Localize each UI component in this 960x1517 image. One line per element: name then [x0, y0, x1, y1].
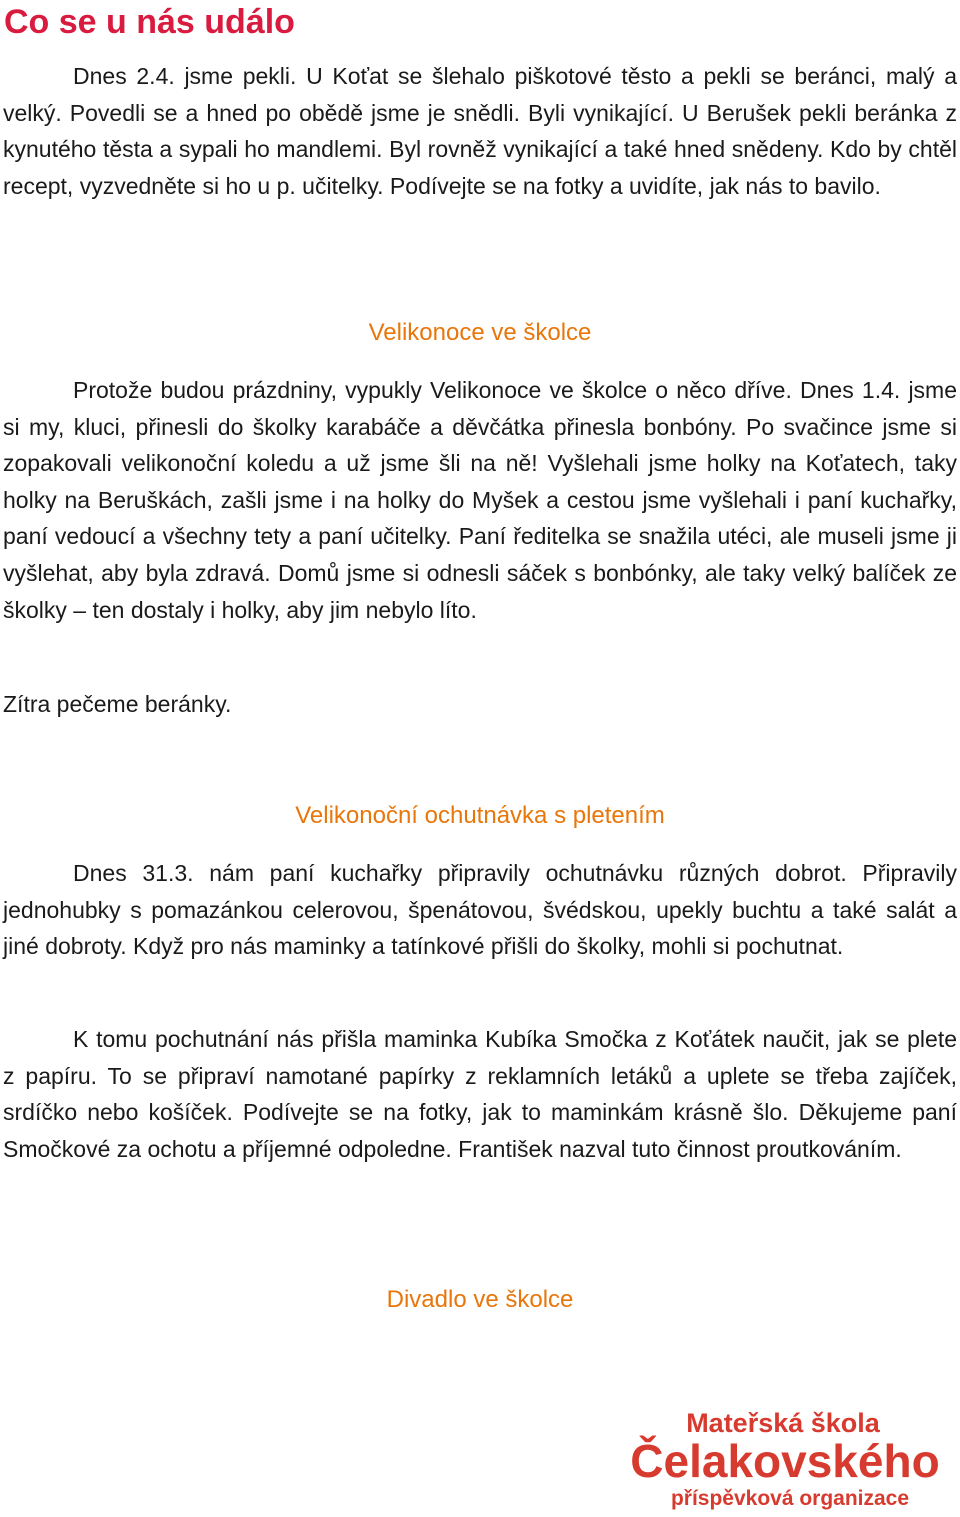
logo-line-2: Čelakovského [630, 1435, 940, 1487]
section-heading-ochutnavka: Velikonoční ochutnávka s pletením [295, 802, 665, 829]
section-heading-divadlo: Divadlo ve školce [386, 1286, 574, 1313]
page-title: Co se u nás událo [4, 3, 295, 41]
logo-line-3: příspěvková organizace [670, 1487, 910, 1510]
logo-line-1: Mateřská škola [686, 1408, 880, 1438]
paragraph-ochutnavka: Dnes 31.3. nám paní kuchařky připravily ochutnávku různých dobrot. Připravily jednohubky s pomazánkou celerovou, špenátovou, švédskou, upekly buchtu a také salát a jiné dobroty. Když pro nás maminky a tatínkové přišli do školky, mohli si pochutnat. [3, 860, 957, 960]
intro-paragraph: Dnes 2.4. jsme pekli. U Koťat se šlehalo piškotové těsto a pekli se beránci, malý a velký. Povedli se a hned po obědě jsme je snědli. Byli vynikající. U Berušek pekli beránka z kynutého těsta a sypali ho mandlemi. Byl rovněž vynikající a také hned snědeny. Kdo by chtěl recept, vyzvedněte si ho u p. učitelky. Podívejte se na fotky a uvidíte, jak nás to bavilo. [3, 63, 957, 199]
paragraph-pleteni: K tomu pochutnání nás přišla maminka Kubíka Smočka z Koťátek naučit, jak se plete z papíru. To se připraví namotané papírky z reklamních letáků a uplete se třeba zajíček, srdíčko nebo košíček. Podívejte se na fotky, jak to maminkám krásně šlo. Děkujeme paní Smočkové za ochotu a příjemné odpoledne. František nazval tuto činnost proutkováním. [3, 1026, 957, 1162]
school-logo [620, 1406, 950, 1514]
paragraph-zitra: Zítra pečeme beránky. [3, 691, 232, 717]
paragraph-velikonoce: Protože budou prázdniny, vypukly Velikonoce ve školce o něco dříve. Dnes 1.4. jsme si my, kluci, přinesli do školky karabáče a děvčátka přinesla bonbóny. Po svačince jsme si zopakovali velikonoční koledu a už jsme šli na ně! Vyšlehali jsme holky na Koťatech, taky holky na Beruškách, zašli jsme i na holky do Myšek a cestou jsme vyšlehali i paní kuchařky, paní vedoucí a všechny tety a paní učitelky. Paní ředitelka se snažila utéci, ale museli jsme ji vyšlehat, aby byla zdravá. Domů jsme si odnesli sáček s bonbónky, ale taky velký balíček ze školky – ten dostaly i holky, aby jim nebylo líto. [3, 377, 957, 623]
section-heading-velikonoce: Velikonoce ve školce [368, 319, 592, 346]
